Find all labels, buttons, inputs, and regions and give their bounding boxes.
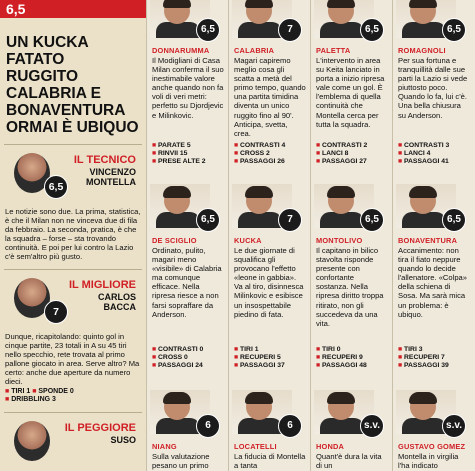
migliore-stat-1: SPONDE 0 [38, 388, 74, 395]
tecnico-header [4, 149, 142, 205]
player-name: PALETTA [316, 46, 351, 55]
player-name: DE SCIGLIO [152, 236, 197, 245]
player-text: Accanimento: non tira il fiato neppure quando lo decide l'allenatore. «Colpa» della schiena di Sosa. Ma sarà mica un problema: è ubiquo. [398, 246, 467, 319]
player-stats: ■ TIRI 1 ■ RECUPERI 5 ■ PASSAGGI 37 [234, 346, 285, 369]
player-vote-badge: 6,5 [442, 18, 466, 42]
player-stats: ■ CONTRASTI 2 ■ LANCI 8 ■ PASSAGGI 27 [316, 142, 368, 165]
player-vote-badge: 7 [278, 208, 302, 232]
player-card [394, 0, 475, 178]
player-text: L'intervento in area su Keita lanciato in porta a inizio ripresa vale come un gol. È l'emblema di quella continuità che Montella cerca per tutta la squadra. [316, 56, 385, 129]
peggiore-header [4, 417, 142, 471]
player-vote-badge: 6,5 [196, 18, 220, 42]
player-text: La fiducia di Montella a tanta [234, 452, 306, 471]
player-vote-badge: s.v. [442, 414, 466, 438]
player-vote-badge: 7 [278, 18, 302, 42]
header-vote: 6,5 [6, 1, 26, 17]
player-vote-badge: s.v. [360, 414, 384, 438]
player-text: Ordinato, pulito, magari meno «visibile» di Calabria ma comunque efficace. Nella ripresa riesce a non farsi sopraffare da Anderson. [152, 246, 222, 319]
player-name: MONTOLIVO [316, 236, 363, 245]
tecnico-vote-badge: 6,5 [44, 175, 68, 199]
player-text: Montella in virgilia l'ha indicato [398, 452, 459, 471]
tecnico-role: IL TECNICO [73, 154, 136, 166]
tecnico-text: Le notizie sono due. La prima, statistica, è che il Milan non ne vinceva due di fila da febbraio. La seconda, pratica, è che la squadra – forse – sta trovando continuità. E poi per lui contro la Lazio c'è sem'altro più gusto. [5, 207, 141, 261]
player-text: Il Modigliani di Casa Milan conferma il suo inestimabile valore anche quando non fa voli di veri metri: perfetto su Djordjevic e Milinkovic. [152, 56, 224, 120]
player-card [230, 0, 312, 178]
peggiore-avatar [14, 421, 50, 461]
peggiore-label [65, 423, 136, 445]
player-card [312, 178, 394, 384]
player-card [312, 0, 394, 178]
player-vote-badge: 6 [196, 414, 220, 438]
player-card [230, 178, 312, 384]
migliore-name-first: CARLOS [98, 292, 136, 302]
peggiore-name: SUSO [110, 435, 136, 445]
player-name: NIANG [152, 442, 177, 451]
player-stats: ■ TIRI 3 ■ RECUPERI 7 ■ PASSAGGI 39 [398, 346, 449, 369]
player-name: DONNARUMMA [152, 46, 210, 55]
player-name: ROMAGNOLI [398, 46, 446, 55]
player-text: Per sua fortuna e tranquillità dalle sue parti la Lazio si vede piuttosto poco. Quando lo fa, lui c'è. Una bella chiusura su Anderson. [398, 56, 468, 120]
player-stats: ■ CONTRASTI 3 ■ LANCI 4 ■ PASSAGGI 41 [398, 142, 450, 165]
player-text: Magari capiremo meglio cosa gli scatta a metà del primo tempo, quando una partita timidina diventa un unico ruggito fino al 90'. Anticipa, svetta, crea. [234, 56, 306, 138]
tecnico-label [74, 155, 136, 187]
headline: UN KUCKA FATATO RUGGITO CALABRIA E BONAVENTURA ORMAI È UBIQUO [6, 34, 139, 136]
player-card [312, 384, 394, 471]
header-vote-bar [0, 0, 146, 18]
ratings-grid [146, 0, 475, 471]
player-name: GUSTAVO GOMEZ [398, 442, 466, 451]
player-card [394, 384, 475, 471]
left-column [0, 0, 146, 471]
migliore-role: IL MIGLIORE [68, 279, 136, 291]
player-vote-badge: 6,5 [442, 208, 466, 232]
peggiore-role: IL PEGGIORE [64, 422, 136, 434]
player-vote-badge: 6,5 [360, 208, 384, 232]
player-stats: ■ TIRI 0 ■ RECUPERI 9 ■ PASSAGGI 48 [316, 346, 367, 369]
migliore-name-last: BACCA [103, 302, 136, 312]
migliore-stat-0: TIRI 1 [11, 388, 31, 395]
tecnico-name-last: MONTELLA [86, 177, 136, 187]
tecnico-name-first: VINCENZO [89, 167, 136, 177]
player-name: LOCATELLI [234, 442, 277, 451]
player-vote-badge: 6,5 [196, 208, 220, 232]
player-card [230, 384, 312, 471]
player-vote-badge: 6,5 [360, 18, 384, 42]
migliore-stats: ■ TIRI 1 ■ SPONDE 0 ■ DRIBBLING 3 [5, 388, 74, 403]
divider [4, 144, 142, 145]
player-card [148, 384, 230, 471]
player-card [394, 178, 475, 384]
divider [4, 412, 142, 413]
player-stats: ■ PARATE 5 ■ RINVII 15 ■ PRESE ALTE 2 [152, 142, 206, 165]
player-vote-badge: 6 [278, 414, 302, 438]
player-name: HONDA [316, 442, 345, 451]
migliore-text: Dunque, ricapitolando: quinto gol in cinque partite, 23 totali in A su 45 tiri nello specchio, rete trovata al primo pallone giocato in area. Serve altro? Ma certo: anche due aperture da numero dieci. [5, 332, 140, 386]
player-text: Sulla valutazione pesano un primo [152, 452, 210, 471]
migliore-stat-2: DRIBBLING 3 [11, 396, 56, 403]
player-stats: ■ CONTRASTI 0 ■ CROSS 0 ■ PASSAGGI 24 [152, 346, 204, 369]
player-stats: ■ CONTRASTI 4 ■ CROSS 2 ■ PASSAGGI 26 [234, 142, 286, 165]
player-name: BONAVENTURA [398, 236, 458, 245]
migliore-vote-badge: 7 [44, 300, 68, 324]
player-text: Quant'è dura la vita di un [316, 452, 382, 471]
player-card [148, 178, 230, 384]
player-text: Le due giornate di squalifica gli provocano l'effetto «leone in gabbia». Va al tiro, disinnesca Milinkovic e esibisce un insospettabile piedino di fata. [234, 246, 304, 319]
player-text: Il capitano in bilico stavolta risponde presente con confortante sostanza. Nella ripresa diritto troppa ritirato, non gli succedeva da una vita. [316, 246, 384, 328]
player-name: KUCKA [234, 236, 262, 245]
player-card [148, 0, 230, 178]
migliore-label [69, 280, 136, 312]
divider [4, 269, 142, 270]
migliore-header [4, 274, 142, 330]
player-name: CALABRIA [234, 46, 275, 55]
